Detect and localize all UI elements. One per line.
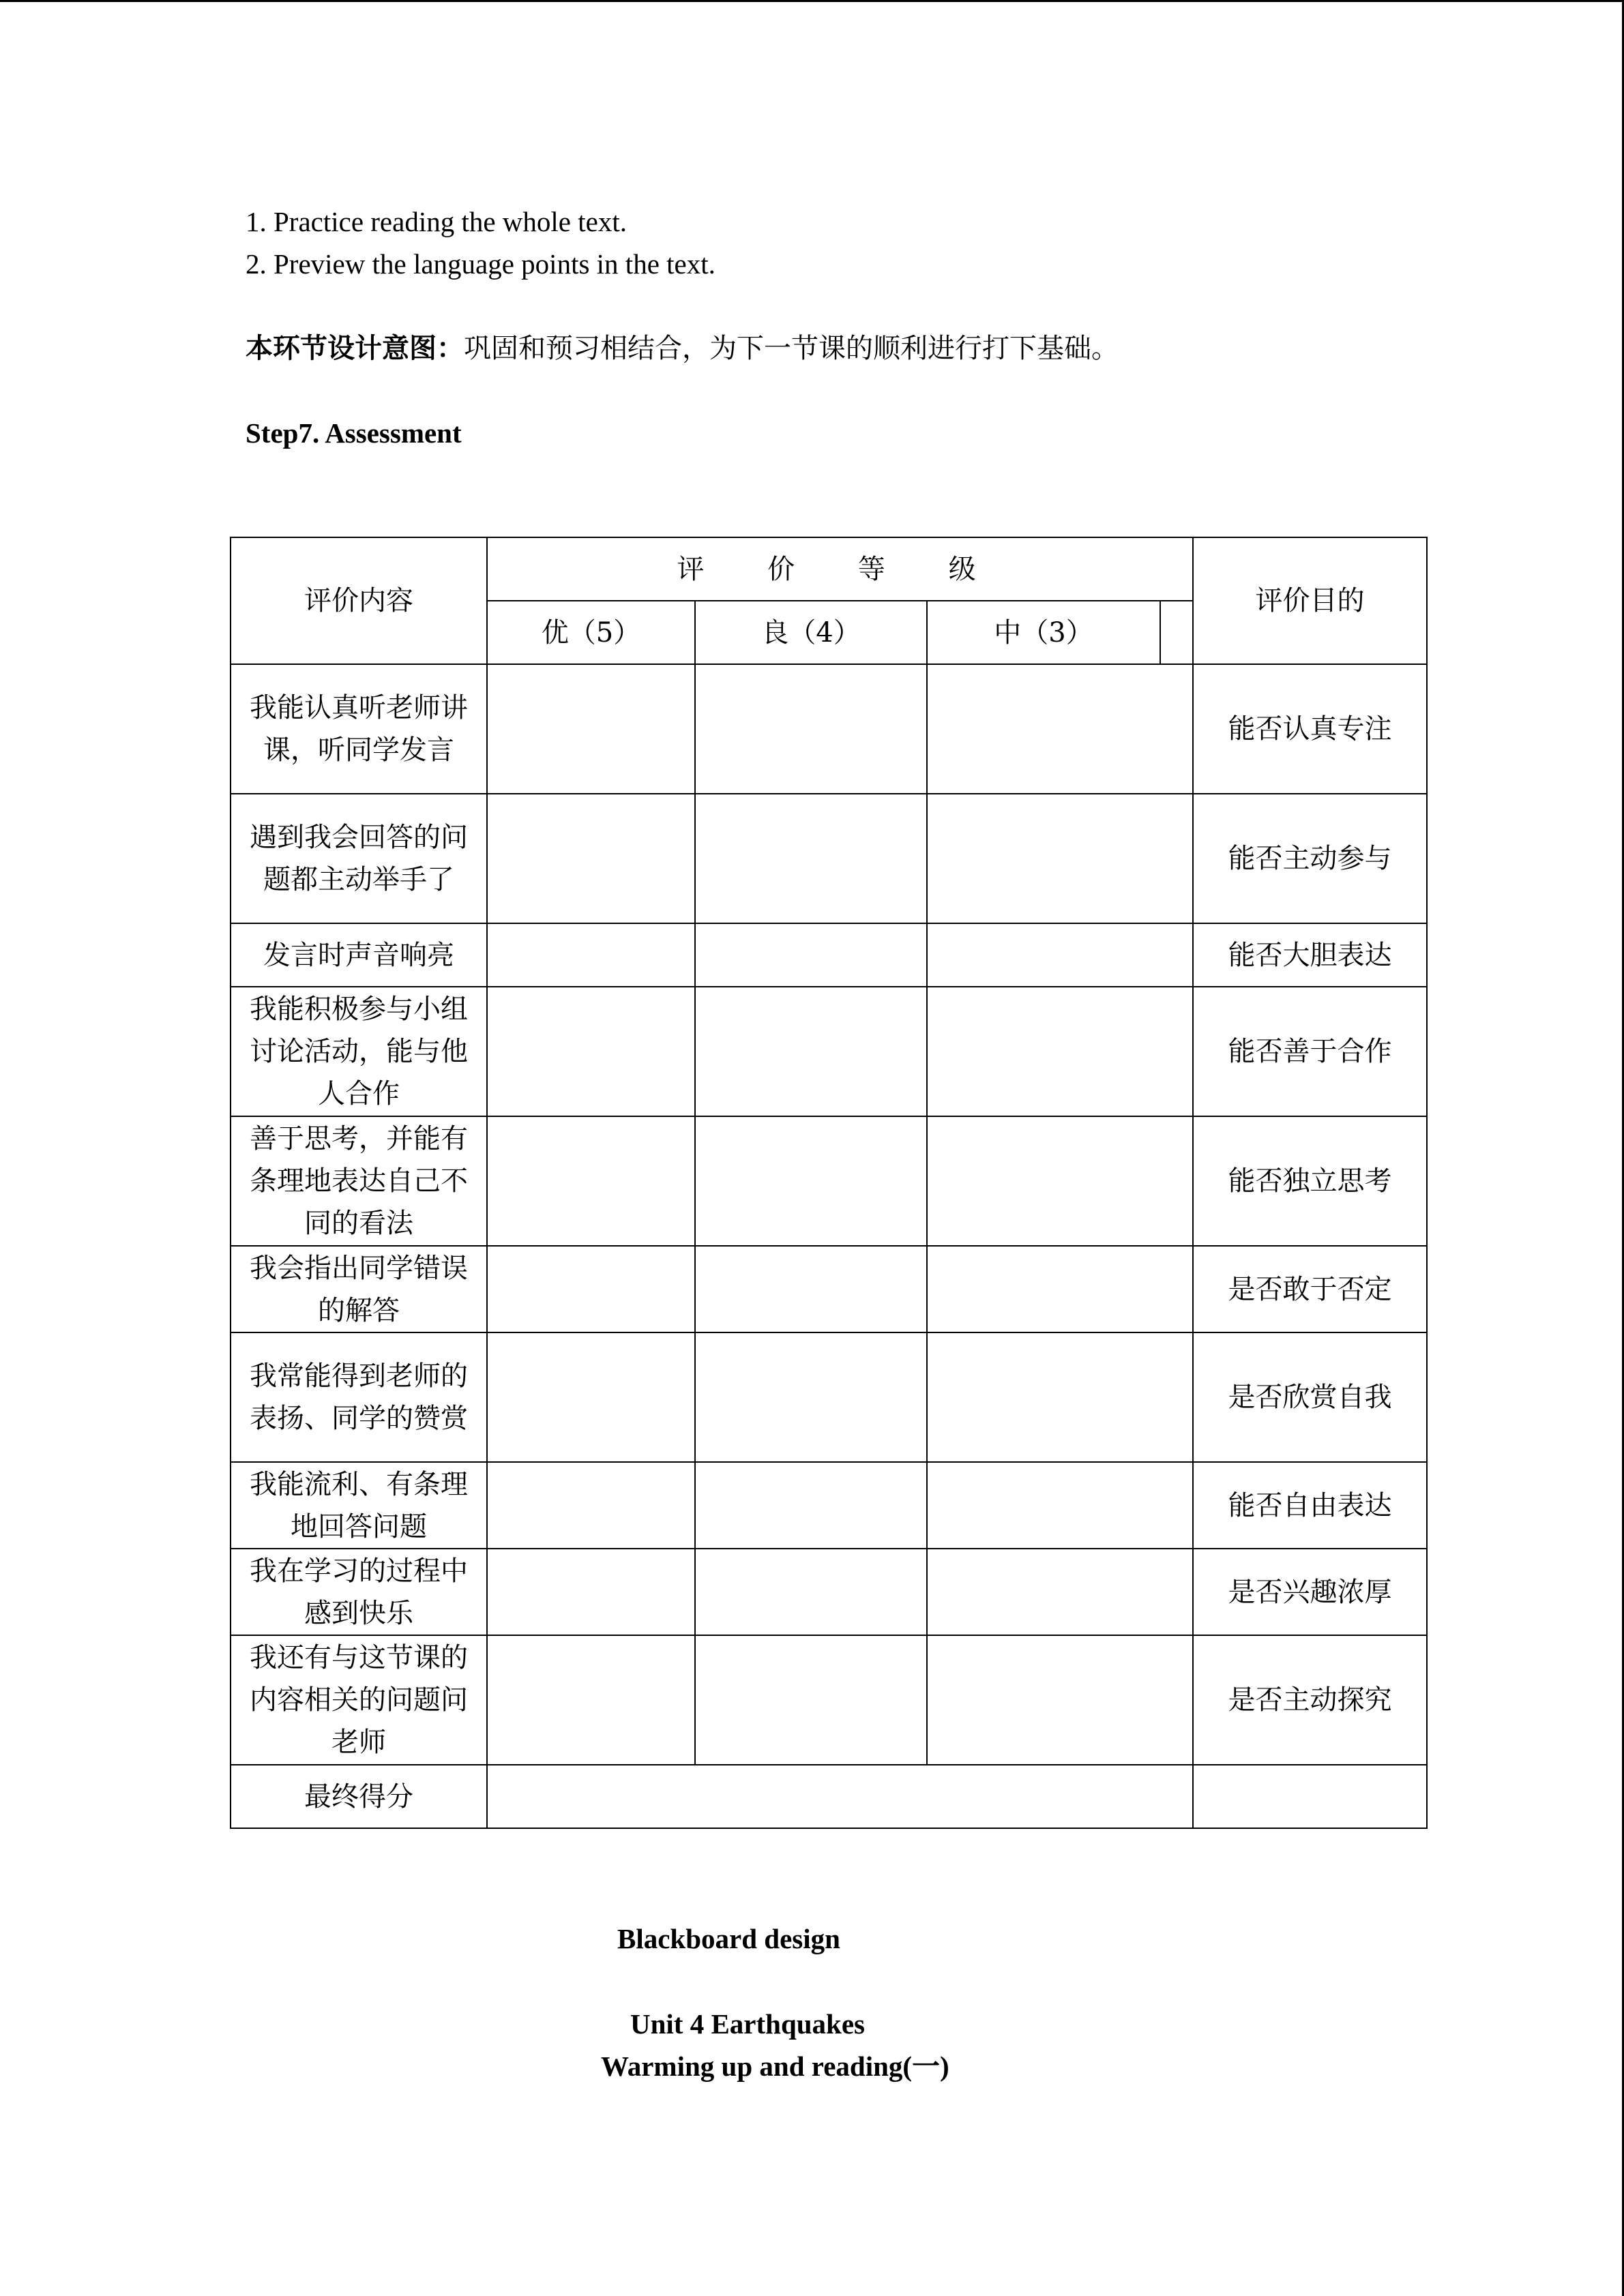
score-cell	[487, 923, 695, 987]
header-content: 评价内容	[231, 537, 487, 664]
step-heading: Step7. Assessment	[246, 417, 462, 449]
score-cell	[695, 1332, 927, 1462]
score-cell	[487, 664, 695, 794]
score-cell	[487, 1635, 695, 1765]
grade-extra	[1160, 601, 1193, 664]
assessment-table	[230, 537, 1428, 1829]
score-cell	[487, 794, 695, 923]
design-intent	[246, 327, 1119, 370]
score-cell	[695, 794, 927, 923]
design-intent-text: 巩固和预习相结合，为下一节课的顺利进行打下基础。	[464, 333, 1119, 364]
score-cell	[927, 1462, 1193, 1549]
table-row	[231, 1549, 1427, 1635]
row-content: 我常能得到老师的表扬、同学的赞赏	[231, 1332, 487, 1462]
blackboard-unit: Unit 4 Earthquakes	[630, 2008, 866, 2040]
table-row	[231, 1332, 1427, 1462]
row-content: 我还有与这节课的内容相关的问题问老师	[231, 1635, 487, 1765]
homework-item-1: 1. Practice reading the whole text.	[246, 206, 627, 237]
row-purpose: 能否独立思考	[1193, 1116, 1427, 1246]
row-content: 我能流利、有条理地回答问题	[231, 1462, 487, 1549]
blackboard-subtitle: Warming up and reading(一)	[601, 2051, 949, 2082]
final-purpose-cell	[1193, 1765, 1427, 1828]
score-cell	[695, 664, 927, 794]
row-purpose: 是否敢于否定	[1193, 1246, 1427, 1332]
blackboard-title: Blackboard design	[617, 1923, 840, 1954]
score-cell	[927, 1332, 1193, 1462]
row-purpose: 能否大胆表达	[1193, 923, 1427, 987]
row-content: 我能认真听老师讲课，听同学发言	[231, 664, 487, 794]
table-header-row	[231, 537, 1427, 601]
table-row	[231, 794, 1427, 923]
score-cell	[927, 1246, 1193, 1332]
score-cell	[927, 664, 1193, 794]
final-score-row	[231, 1765, 1427, 1828]
row-content: 我会指出同学错误的解答	[231, 1246, 487, 1332]
row-purpose: 能否自由表达	[1193, 1462, 1427, 1549]
row-content: 我能积极参与小组讨论活动，能与他人合作	[231, 987, 487, 1116]
header-purpose: 评价目的	[1193, 537, 1427, 664]
score-cell	[487, 1246, 695, 1332]
header-grade: 评 价 等 级	[487, 537, 1193, 601]
score-cell	[927, 1549, 1193, 1635]
row-purpose: 是否兴趣浓厚	[1193, 1549, 1427, 1635]
score-cell	[695, 1246, 927, 1332]
row-purpose: 是否主动探究	[1193, 1635, 1427, 1765]
row-content: 善于思考，并能有条理地表达自己不同的看法	[231, 1116, 487, 1246]
score-cell	[487, 1332, 695, 1462]
final-score-cell	[487, 1765, 1193, 1828]
score-cell	[487, 1116, 695, 1246]
table-row	[231, 1116, 1427, 1246]
score-cell	[487, 987, 695, 1116]
score-cell	[927, 987, 1193, 1116]
design-intent-label: 本环节设计意图：	[246, 332, 464, 364]
score-cell	[927, 1116, 1193, 1246]
table-row	[231, 1462, 1427, 1549]
score-cell	[695, 1116, 927, 1246]
table-row	[231, 987, 1427, 1116]
grade-excellent: 优（5）	[487, 601, 695, 664]
table-row	[231, 1635, 1427, 1765]
score-cell	[695, 1549, 927, 1635]
table-row	[231, 1246, 1427, 1332]
score-cell	[927, 923, 1193, 987]
score-cell	[927, 794, 1193, 923]
row-content: 遇到我会回答的问题都主动举手了	[231, 794, 487, 923]
table-row	[231, 923, 1427, 987]
row-purpose: 能否主动参与	[1193, 794, 1427, 923]
score-cell	[695, 1462, 927, 1549]
grade-average: 中（3）	[927, 601, 1160, 664]
table-row	[231, 664, 1427, 794]
row-purpose: 是否欣赏自我	[1193, 1332, 1427, 1462]
score-cell	[695, 1635, 927, 1765]
score-cell	[487, 1462, 695, 1549]
grade-good: 良（4）	[695, 601, 927, 664]
score-cell	[695, 987, 927, 1116]
row-content: 我在学习的过程中感到快乐	[231, 1549, 487, 1635]
score-cell	[695, 923, 927, 987]
homework-list	[246, 200, 715, 285]
homework-item-2: 2. Preview the language points in the text.	[246, 248, 715, 280]
row-content: 发言时声音响亮	[231, 923, 487, 987]
score-cell	[487, 1549, 695, 1635]
row-purpose: 能否认真专注	[1193, 664, 1427, 794]
row-purpose: 能否善于合作	[1193, 987, 1427, 1116]
score-cell	[927, 1635, 1193, 1765]
final-score-label: 最终得分	[231, 1765, 487, 1828]
page-border-top	[0, 0, 1624, 2]
